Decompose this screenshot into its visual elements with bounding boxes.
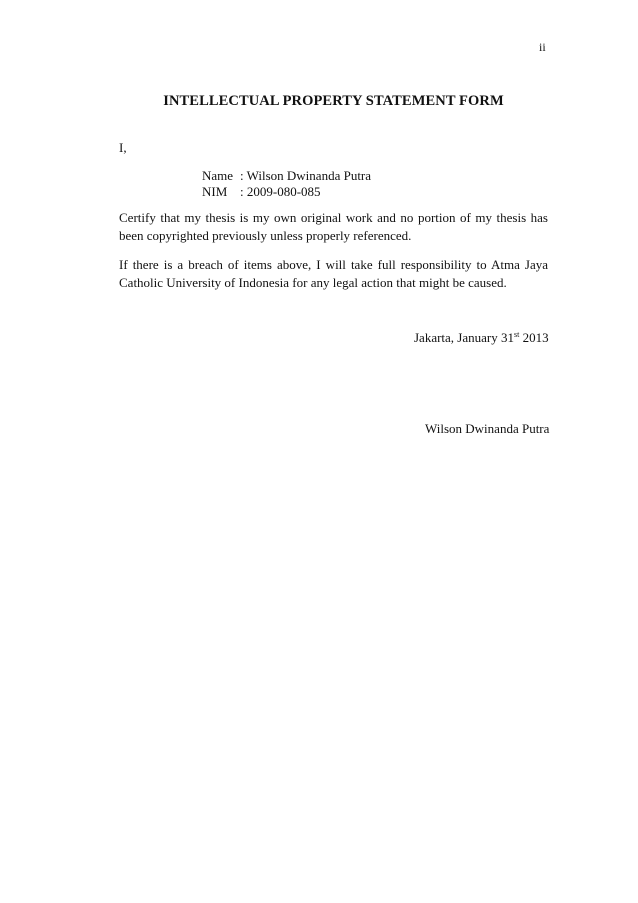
identity-row-name [202,168,371,184]
date-prefix: Jakarta, January 31 [414,330,514,345]
date-line [414,330,549,346]
nim-label: NIM [202,184,228,199]
identity-row-nim [202,184,371,200]
identity-block [202,168,371,200]
signatory-name: Wilson Dwinanda Putra [425,421,550,436]
name-value: : Wilson Dwinanda Putra [240,168,372,183]
nim-value: : 2009-080-085 [240,184,321,199]
date-ordinal-suffix: st [514,330,520,339]
responsibility-paragraph: If there is a breach of items above, I will take full responsibility to Atma Jaya Catholic University of Indonesia for any legal action that might be caused. [119,257,548,290]
name-label: Name [202,168,234,183]
page-title: INTELLECTUAL PROPERTY STATEMENT FORM [163,93,504,109]
page-number: ii [539,40,546,54]
date-year: 2013 [519,330,549,345]
salutation: I, [119,140,127,155]
certification-paragraph: Certify that my thesis is my own original work and no portion of my thesis has been copyrighted previously unless properly referenced. [119,210,548,243]
